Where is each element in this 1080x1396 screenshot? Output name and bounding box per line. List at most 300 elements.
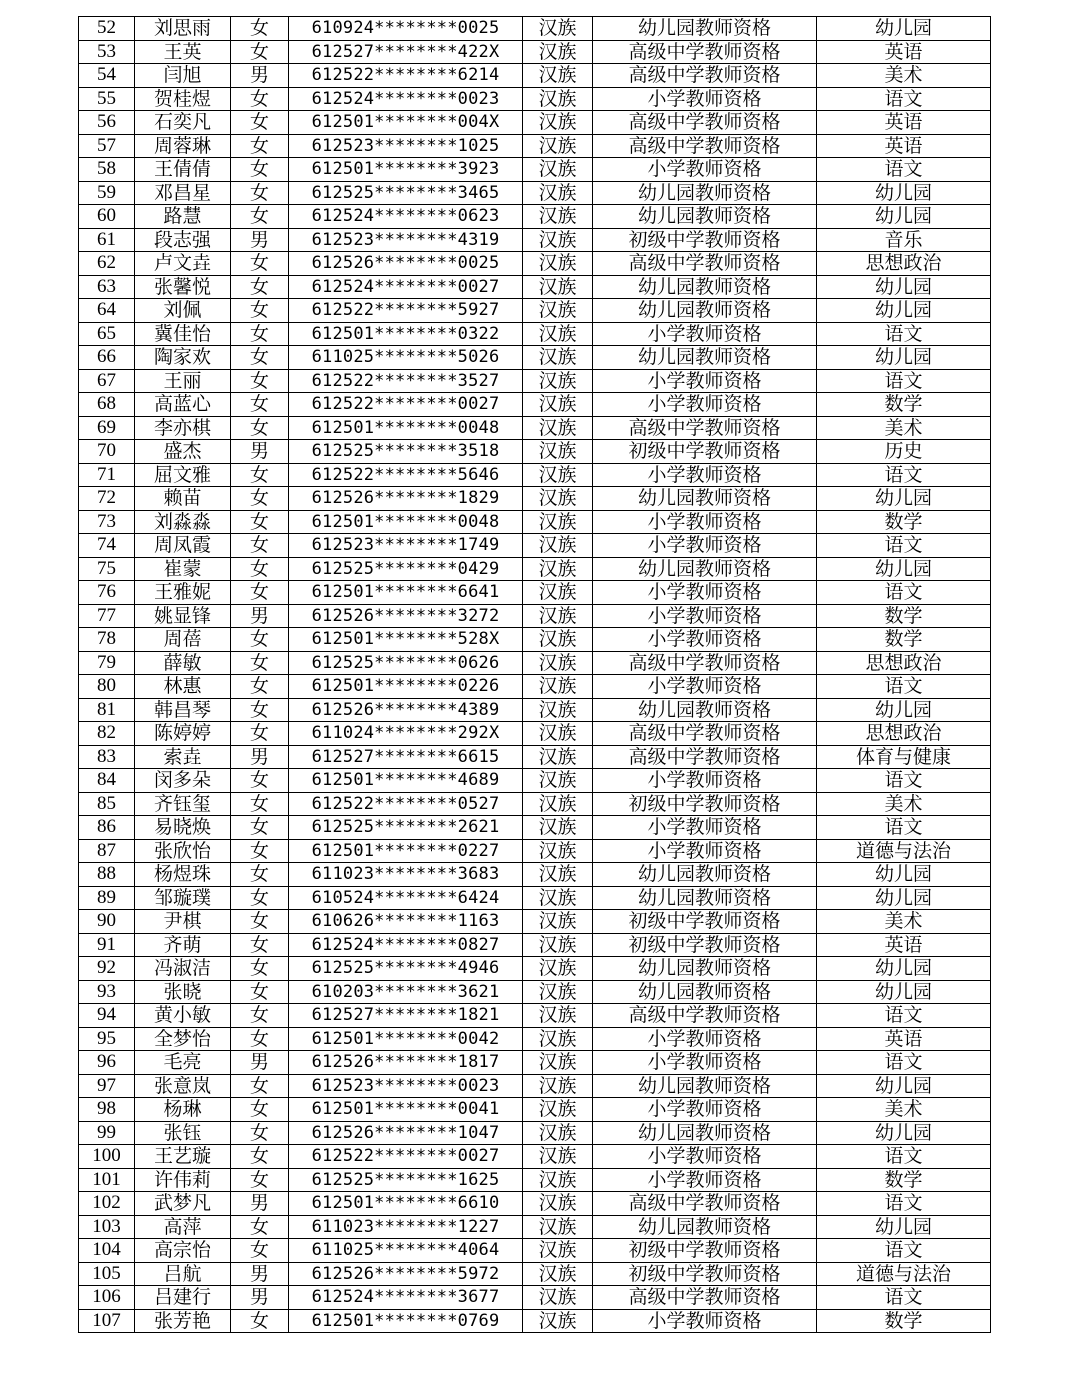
cell-qualification: 幼儿园教师资格 bbox=[593, 205, 817, 229]
cell-subject: 语文 bbox=[817, 769, 991, 793]
cell-qualification: 初级中学教师资格 bbox=[593, 440, 817, 464]
cell-name: 闫旭 bbox=[135, 64, 231, 88]
cell-id-number: 612522********5927 bbox=[289, 299, 523, 323]
cell-number: 82 bbox=[79, 722, 135, 746]
cell-name: 邹璇璞 bbox=[135, 886, 231, 910]
cell-gender: 女 bbox=[231, 1004, 289, 1028]
table-row bbox=[79, 181, 991, 205]
cell-id-number: 612526********0025 bbox=[289, 252, 523, 276]
cell-gender: 女 bbox=[231, 1168, 289, 1192]
table-row bbox=[79, 886, 991, 910]
cell-subject: 道德与法治 bbox=[817, 839, 991, 863]
cell-number: 60 bbox=[79, 205, 135, 229]
cell-ethnicity: 汉族 bbox=[523, 87, 593, 111]
cell-number: 90 bbox=[79, 910, 135, 934]
cell-gender: 女 bbox=[231, 722, 289, 746]
cell-number: 78 bbox=[79, 628, 135, 652]
table-row bbox=[79, 205, 991, 229]
cell-number: 94 bbox=[79, 1004, 135, 1028]
cell-gender: 女 bbox=[231, 886, 289, 910]
cell-id-number: 612525********4946 bbox=[289, 957, 523, 981]
table-row bbox=[79, 510, 991, 534]
cell-name: 索垚 bbox=[135, 745, 231, 769]
cell-qualification: 幼儿园教师资格 bbox=[593, 299, 817, 323]
table-row bbox=[79, 463, 991, 487]
table-row bbox=[79, 816, 991, 840]
cell-ethnicity: 汉族 bbox=[523, 534, 593, 558]
cell-number: 99 bbox=[79, 1121, 135, 1145]
table-row bbox=[79, 17, 991, 41]
cell-id-number: 612526********1047 bbox=[289, 1121, 523, 1145]
cell-number: 84 bbox=[79, 769, 135, 793]
cell-qualification: 小学教师资格 bbox=[593, 1168, 817, 1192]
cell-number: 97 bbox=[79, 1074, 135, 1098]
cell-ethnicity: 汉族 bbox=[523, 252, 593, 276]
cell-qualification: 初级中学教师资格 bbox=[593, 1239, 817, 1263]
cell-ethnicity: 汉族 bbox=[523, 393, 593, 417]
cell-name: 杨琳 bbox=[135, 1098, 231, 1122]
cell-name: 张意岚 bbox=[135, 1074, 231, 1098]
cell-name: 陈婷婷 bbox=[135, 722, 231, 746]
cell-number: 80 bbox=[79, 675, 135, 699]
cell-gender: 女 bbox=[231, 628, 289, 652]
cell-id-number: 612525********1625 bbox=[289, 1168, 523, 1192]
cell-id-number: 612527********422X bbox=[289, 40, 523, 64]
cell-gender: 女 bbox=[231, 1309, 289, 1333]
cell-ethnicity: 汉族 bbox=[523, 839, 593, 863]
cell-number: 59 bbox=[79, 181, 135, 205]
cell-qualification: 小学教师资格 bbox=[593, 769, 817, 793]
table-row bbox=[79, 487, 991, 511]
cell-qualification: 小学教师资格 bbox=[593, 463, 817, 487]
cell-gender: 女 bbox=[231, 111, 289, 135]
cell-ethnicity: 汉族 bbox=[523, 745, 593, 769]
cell-name: 冯淑洁 bbox=[135, 957, 231, 981]
cell-number: 88 bbox=[79, 863, 135, 887]
table-row bbox=[79, 1168, 991, 1192]
cell-id-number: 612526********4389 bbox=[289, 698, 523, 722]
table-row bbox=[79, 1098, 991, 1122]
table-row bbox=[79, 1051, 991, 1075]
cell-id-number: 610203********3621 bbox=[289, 980, 523, 1004]
cell-ethnicity: 汉族 bbox=[523, 111, 593, 135]
table-row bbox=[79, 1309, 991, 1333]
cell-number: 67 bbox=[79, 369, 135, 393]
cell-id-number: 612501********0042 bbox=[289, 1027, 523, 1051]
cell-ethnicity: 汉族 bbox=[523, 134, 593, 158]
cell-id-number: 612501********6641 bbox=[289, 581, 523, 605]
cell-gender: 男 bbox=[231, 64, 289, 88]
table-row bbox=[79, 416, 991, 440]
table-row bbox=[79, 980, 991, 1004]
cell-subject: 语文 bbox=[817, 1051, 991, 1075]
cell-number: 93 bbox=[79, 980, 135, 1004]
cell-subject: 英语 bbox=[817, 134, 991, 158]
cell-subject: 美术 bbox=[817, 910, 991, 934]
cell-id-number: 611025********5026 bbox=[289, 346, 523, 370]
table-row bbox=[79, 440, 991, 464]
cell-ethnicity: 汉族 bbox=[523, 510, 593, 534]
cell-id-number: 612501********0041 bbox=[289, 1098, 523, 1122]
cell-qualification: 初级中学教师资格 bbox=[593, 228, 817, 252]
cell-id-number: 612501********004X bbox=[289, 111, 523, 135]
cell-gender: 男 bbox=[231, 440, 289, 464]
cell-id-number: 612524********0827 bbox=[289, 933, 523, 957]
table-row bbox=[79, 698, 991, 722]
cell-number: 100 bbox=[79, 1145, 135, 1169]
cell-subject: 幼儿园 bbox=[817, 299, 991, 323]
cell-gender: 女 bbox=[231, 87, 289, 111]
cell-name: 张钰 bbox=[135, 1121, 231, 1145]
cell-subject: 幼儿园 bbox=[817, 205, 991, 229]
cell-name: 周蓓 bbox=[135, 628, 231, 652]
cell-ethnicity: 汉族 bbox=[523, 1262, 593, 1286]
cell-name: 崔蒙 bbox=[135, 557, 231, 581]
cell-number: 89 bbox=[79, 886, 135, 910]
cell-qualification: 小学教师资格 bbox=[593, 581, 817, 605]
cell-number: 65 bbox=[79, 322, 135, 346]
cell-gender: 女 bbox=[231, 816, 289, 840]
cell-subject: 语文 bbox=[817, 675, 991, 699]
cell-subject: 幼儿园 bbox=[817, 1074, 991, 1098]
cell-ethnicity: 汉族 bbox=[523, 628, 593, 652]
cell-id-number: 612501********0227 bbox=[289, 839, 523, 863]
cell-ethnicity: 汉族 bbox=[523, 816, 593, 840]
cell-name: 张欣怡 bbox=[135, 839, 231, 863]
cell-subject: 幼儿园 bbox=[817, 698, 991, 722]
cell-ethnicity: 汉族 bbox=[523, 863, 593, 887]
cell-id-number: 612501********0769 bbox=[289, 1309, 523, 1333]
cell-number: 96 bbox=[79, 1051, 135, 1075]
cell-name: 高宗怡 bbox=[135, 1239, 231, 1263]
cell-subject: 幼儿园 bbox=[817, 1121, 991, 1145]
table-row bbox=[79, 1239, 991, 1263]
cell-id-number: 611023********3683 bbox=[289, 863, 523, 887]
table-row bbox=[79, 1074, 991, 1098]
cell-qualification: 小学教师资格 bbox=[593, 369, 817, 393]
cell-ethnicity: 汉族 bbox=[523, 1215, 593, 1239]
cell-id-number: 612501********4689 bbox=[289, 769, 523, 793]
cell-subject: 英语 bbox=[817, 40, 991, 64]
table-row bbox=[79, 1215, 991, 1239]
cell-qualification: 高级中学教师资格 bbox=[593, 1286, 817, 1310]
cell-subject: 英语 bbox=[817, 933, 991, 957]
cell-subject: 道德与法治 bbox=[817, 1262, 991, 1286]
cell-number: 86 bbox=[79, 816, 135, 840]
table-row bbox=[79, 557, 991, 581]
cell-name: 贺桂煜 bbox=[135, 87, 231, 111]
cell-name: 刘淼淼 bbox=[135, 510, 231, 534]
table-row bbox=[79, 252, 991, 276]
cell-gender: 女 bbox=[231, 416, 289, 440]
cell-id-number: 612501********528X bbox=[289, 628, 523, 652]
table-row bbox=[79, 346, 991, 370]
cell-number: 95 bbox=[79, 1027, 135, 1051]
cell-id-number: 612523********1025 bbox=[289, 134, 523, 158]
cell-subject: 语文 bbox=[817, 534, 991, 558]
cell-ethnicity: 汉族 bbox=[523, 1004, 593, 1028]
cell-subject: 数学 bbox=[817, 510, 991, 534]
cell-gender: 女 bbox=[231, 322, 289, 346]
table-row bbox=[79, 1192, 991, 1216]
cell-gender: 女 bbox=[231, 252, 289, 276]
cell-gender: 女 bbox=[231, 1098, 289, 1122]
cell-gender: 男 bbox=[231, 1051, 289, 1075]
cell-qualification: 小学教师资格 bbox=[593, 1098, 817, 1122]
cell-qualification: 高级中学教师资格 bbox=[593, 111, 817, 135]
cell-subject: 幼儿园 bbox=[817, 557, 991, 581]
cell-id-number: 612522********0527 bbox=[289, 792, 523, 816]
cell-gender: 女 bbox=[231, 393, 289, 417]
cell-id-number: 610524********6424 bbox=[289, 886, 523, 910]
cell-name: 闵多朵 bbox=[135, 769, 231, 793]
table-row bbox=[79, 1286, 991, 1310]
cell-ethnicity: 汉族 bbox=[523, 1309, 593, 1333]
cell-number: 81 bbox=[79, 698, 135, 722]
cell-subject: 历史 bbox=[817, 440, 991, 464]
cell-subject: 幼儿园 bbox=[817, 487, 991, 511]
cell-subject: 语文 bbox=[817, 1192, 991, 1216]
cell-qualification: 高级中学教师资格 bbox=[593, 745, 817, 769]
cell-gender: 男 bbox=[231, 745, 289, 769]
table-row bbox=[79, 158, 991, 182]
cell-qualification: 幼儿园教师资格 bbox=[593, 275, 817, 299]
cell-ethnicity: 汉族 bbox=[523, 1074, 593, 1098]
table-row bbox=[79, 228, 991, 252]
cell-ethnicity: 汉族 bbox=[523, 1286, 593, 1310]
table-row bbox=[79, 792, 991, 816]
cell-gender: 女 bbox=[231, 299, 289, 323]
cell-gender: 女 bbox=[231, 1239, 289, 1263]
cell-gender: 女 bbox=[231, 1027, 289, 1051]
cell-id-number: 612527********1821 bbox=[289, 1004, 523, 1028]
cell-name: 高蓝心 bbox=[135, 393, 231, 417]
cell-subject: 语文 bbox=[817, 816, 991, 840]
cell-gender: 女 bbox=[231, 510, 289, 534]
cell-gender: 女 bbox=[231, 40, 289, 64]
cell-qualification: 幼儿园教师资格 bbox=[593, 181, 817, 205]
cell-number: 91 bbox=[79, 933, 135, 957]
table-row bbox=[79, 87, 991, 111]
cell-ethnicity: 汉族 bbox=[523, 228, 593, 252]
cell-subject: 美术 bbox=[817, 1098, 991, 1122]
cell-id-number: 612523********1749 bbox=[289, 534, 523, 558]
cell-id-number: 612525********0626 bbox=[289, 651, 523, 675]
cell-ethnicity: 汉族 bbox=[523, 980, 593, 1004]
cell-subject: 幼儿园 bbox=[817, 181, 991, 205]
table-row bbox=[79, 839, 991, 863]
table-row bbox=[79, 745, 991, 769]
cell-subject: 语文 bbox=[817, 369, 991, 393]
cell-name: 邓昌星 bbox=[135, 181, 231, 205]
cell-id-number: 612527********6615 bbox=[289, 745, 523, 769]
table-row bbox=[79, 1121, 991, 1145]
cell-number: 69 bbox=[79, 416, 135, 440]
cell-number: 58 bbox=[79, 158, 135, 182]
cell-name: 王雅妮 bbox=[135, 581, 231, 605]
roster-table bbox=[78, 16, 991, 1333]
cell-name: 王艺璇 bbox=[135, 1145, 231, 1169]
cell-gender: 女 bbox=[231, 369, 289, 393]
cell-qualification: 小学教师资格 bbox=[593, 1309, 817, 1333]
cell-name: 张晓 bbox=[135, 980, 231, 1004]
cell-ethnicity: 汉族 bbox=[523, 651, 593, 675]
cell-id-number: 612526********5972 bbox=[289, 1262, 523, 1286]
cell-gender: 女 bbox=[231, 181, 289, 205]
cell-subject: 幼儿园 bbox=[817, 17, 991, 41]
cell-gender: 女 bbox=[231, 1074, 289, 1098]
cell-number: 73 bbox=[79, 510, 135, 534]
cell-qualification: 小学教师资格 bbox=[593, 1051, 817, 1075]
cell-name: 陶家欢 bbox=[135, 346, 231, 370]
cell-ethnicity: 汉族 bbox=[523, 604, 593, 628]
table-row bbox=[79, 534, 991, 558]
cell-gender: 女 bbox=[231, 134, 289, 158]
cell-number: 70 bbox=[79, 440, 135, 464]
cell-name: 毛亮 bbox=[135, 1051, 231, 1075]
cell-ethnicity: 汉族 bbox=[523, 1121, 593, 1145]
cell-name: 刘思雨 bbox=[135, 17, 231, 41]
cell-qualification: 高级中学教师资格 bbox=[593, 1192, 817, 1216]
cell-qualification: 高级中学教师资格 bbox=[593, 40, 817, 64]
cell-number: 62 bbox=[79, 252, 135, 276]
cell-qualification: 小学教师资格 bbox=[593, 393, 817, 417]
cell-number: 87 bbox=[79, 839, 135, 863]
cell-gender: 女 bbox=[231, 487, 289, 511]
cell-gender: 女 bbox=[231, 463, 289, 487]
cell-ethnicity: 汉族 bbox=[523, 64, 593, 88]
cell-gender: 女 bbox=[231, 839, 289, 863]
cell-gender: 女 bbox=[231, 275, 289, 299]
cell-id-number: 612501********3923 bbox=[289, 158, 523, 182]
cell-gender: 男 bbox=[231, 228, 289, 252]
cell-gender: 女 bbox=[231, 205, 289, 229]
table-row bbox=[79, 40, 991, 64]
cell-gender: 女 bbox=[231, 675, 289, 699]
cell-id-number: 611025********4064 bbox=[289, 1239, 523, 1263]
cell-gender: 女 bbox=[231, 1215, 289, 1239]
cell-qualification: 小学教师资格 bbox=[593, 839, 817, 863]
cell-number: 61 bbox=[79, 228, 135, 252]
table-row bbox=[79, 651, 991, 675]
cell-name: 薛敏 bbox=[135, 651, 231, 675]
cell-id-number: 612525********2621 bbox=[289, 816, 523, 840]
cell-name: 黄小敏 bbox=[135, 1004, 231, 1028]
cell-qualification: 小学教师资格 bbox=[593, 628, 817, 652]
cell-gender: 女 bbox=[231, 933, 289, 957]
cell-ethnicity: 汉族 bbox=[523, 792, 593, 816]
cell-id-number: 612523********4319 bbox=[289, 228, 523, 252]
table-row bbox=[79, 1027, 991, 1051]
cell-qualification: 高级中学教师资格 bbox=[593, 651, 817, 675]
cell-gender: 女 bbox=[231, 698, 289, 722]
table-row bbox=[79, 111, 991, 135]
cell-qualification: 幼儿园教师资格 bbox=[593, 1215, 817, 1239]
cell-subject: 数学 bbox=[817, 604, 991, 628]
cell-ethnicity: 汉族 bbox=[523, 205, 593, 229]
cell-qualification: 小学教师资格 bbox=[593, 158, 817, 182]
cell-subject: 数学 bbox=[817, 1168, 991, 1192]
cell-id-number: 612501********0226 bbox=[289, 675, 523, 699]
cell-number: 104 bbox=[79, 1239, 135, 1263]
table-row bbox=[79, 604, 991, 628]
cell-gender: 女 bbox=[231, 792, 289, 816]
cell-id-number: 612522********6214 bbox=[289, 64, 523, 88]
cell-number: 103 bbox=[79, 1215, 135, 1239]
cell-qualification: 小学教师资格 bbox=[593, 322, 817, 346]
table-body bbox=[79, 17, 991, 1333]
cell-subject: 幼儿园 bbox=[817, 957, 991, 981]
cell-gender: 男 bbox=[231, 604, 289, 628]
cell-subject: 语文 bbox=[817, 581, 991, 605]
cell-gender: 女 bbox=[231, 980, 289, 1004]
cell-subject: 英语 bbox=[817, 111, 991, 135]
cell-number: 53 bbox=[79, 40, 135, 64]
cell-qualification: 小学教师资格 bbox=[593, 534, 817, 558]
cell-gender: 女 bbox=[231, 1121, 289, 1145]
table-row bbox=[79, 769, 991, 793]
cell-gender: 男 bbox=[231, 1192, 289, 1216]
cell-id-number: 611023********1227 bbox=[289, 1215, 523, 1239]
cell-number: 68 bbox=[79, 393, 135, 417]
cell-subject: 音乐 bbox=[817, 228, 991, 252]
cell-id-number: 611024********292X bbox=[289, 722, 523, 746]
cell-ethnicity: 汉族 bbox=[523, 1027, 593, 1051]
cell-subject: 幼儿园 bbox=[817, 346, 991, 370]
cell-subject: 幼儿园 bbox=[817, 1215, 991, 1239]
cell-number: 98 bbox=[79, 1098, 135, 1122]
cell-name: 周凤霞 bbox=[135, 534, 231, 558]
cell-number: 107 bbox=[79, 1309, 135, 1333]
table-row bbox=[79, 722, 991, 746]
cell-name: 路慧 bbox=[135, 205, 231, 229]
table-row bbox=[79, 1262, 991, 1286]
cell-ethnicity: 汉族 bbox=[523, 181, 593, 205]
cell-name: 林惠 bbox=[135, 675, 231, 699]
cell-name: 石奕凡 bbox=[135, 111, 231, 135]
cell-subject: 体育与健康 bbox=[817, 745, 991, 769]
cell-number: 92 bbox=[79, 957, 135, 981]
cell-subject: 思想政治 bbox=[817, 252, 991, 276]
cell-ethnicity: 汉族 bbox=[523, 581, 593, 605]
cell-qualification: 幼儿园教师资格 bbox=[593, 557, 817, 581]
cell-subject: 数学 bbox=[817, 628, 991, 652]
cell-name: 高萍 bbox=[135, 1215, 231, 1239]
cell-qualification: 小学教师资格 bbox=[593, 675, 817, 699]
table-row bbox=[79, 933, 991, 957]
cell-ethnicity: 汉族 bbox=[523, 369, 593, 393]
cell-ethnicity: 汉族 bbox=[523, 487, 593, 511]
cell-number: 79 bbox=[79, 651, 135, 675]
cell-gender: 女 bbox=[231, 534, 289, 558]
cell-qualification: 高级中学教师资格 bbox=[593, 416, 817, 440]
cell-name: 盛杰 bbox=[135, 440, 231, 464]
table-row bbox=[79, 675, 991, 699]
cell-subject: 幼儿园 bbox=[817, 275, 991, 299]
cell-gender: 女 bbox=[231, 346, 289, 370]
cell-ethnicity: 汉族 bbox=[523, 675, 593, 699]
cell-name: 周蓉琳 bbox=[135, 134, 231, 158]
cell-gender: 女 bbox=[231, 581, 289, 605]
cell-subject: 数学 bbox=[817, 1309, 991, 1333]
cell-id-number: 612525********3518 bbox=[289, 440, 523, 464]
cell-qualification: 小学教师资格 bbox=[593, 604, 817, 628]
cell-ethnicity: 汉族 bbox=[523, 158, 593, 182]
table-row bbox=[79, 134, 991, 158]
cell-id-number: 612522********0027 bbox=[289, 1145, 523, 1169]
cell-id-number: 612526********1817 bbox=[289, 1051, 523, 1075]
cell-qualification: 初级中学教师资格 bbox=[593, 910, 817, 934]
